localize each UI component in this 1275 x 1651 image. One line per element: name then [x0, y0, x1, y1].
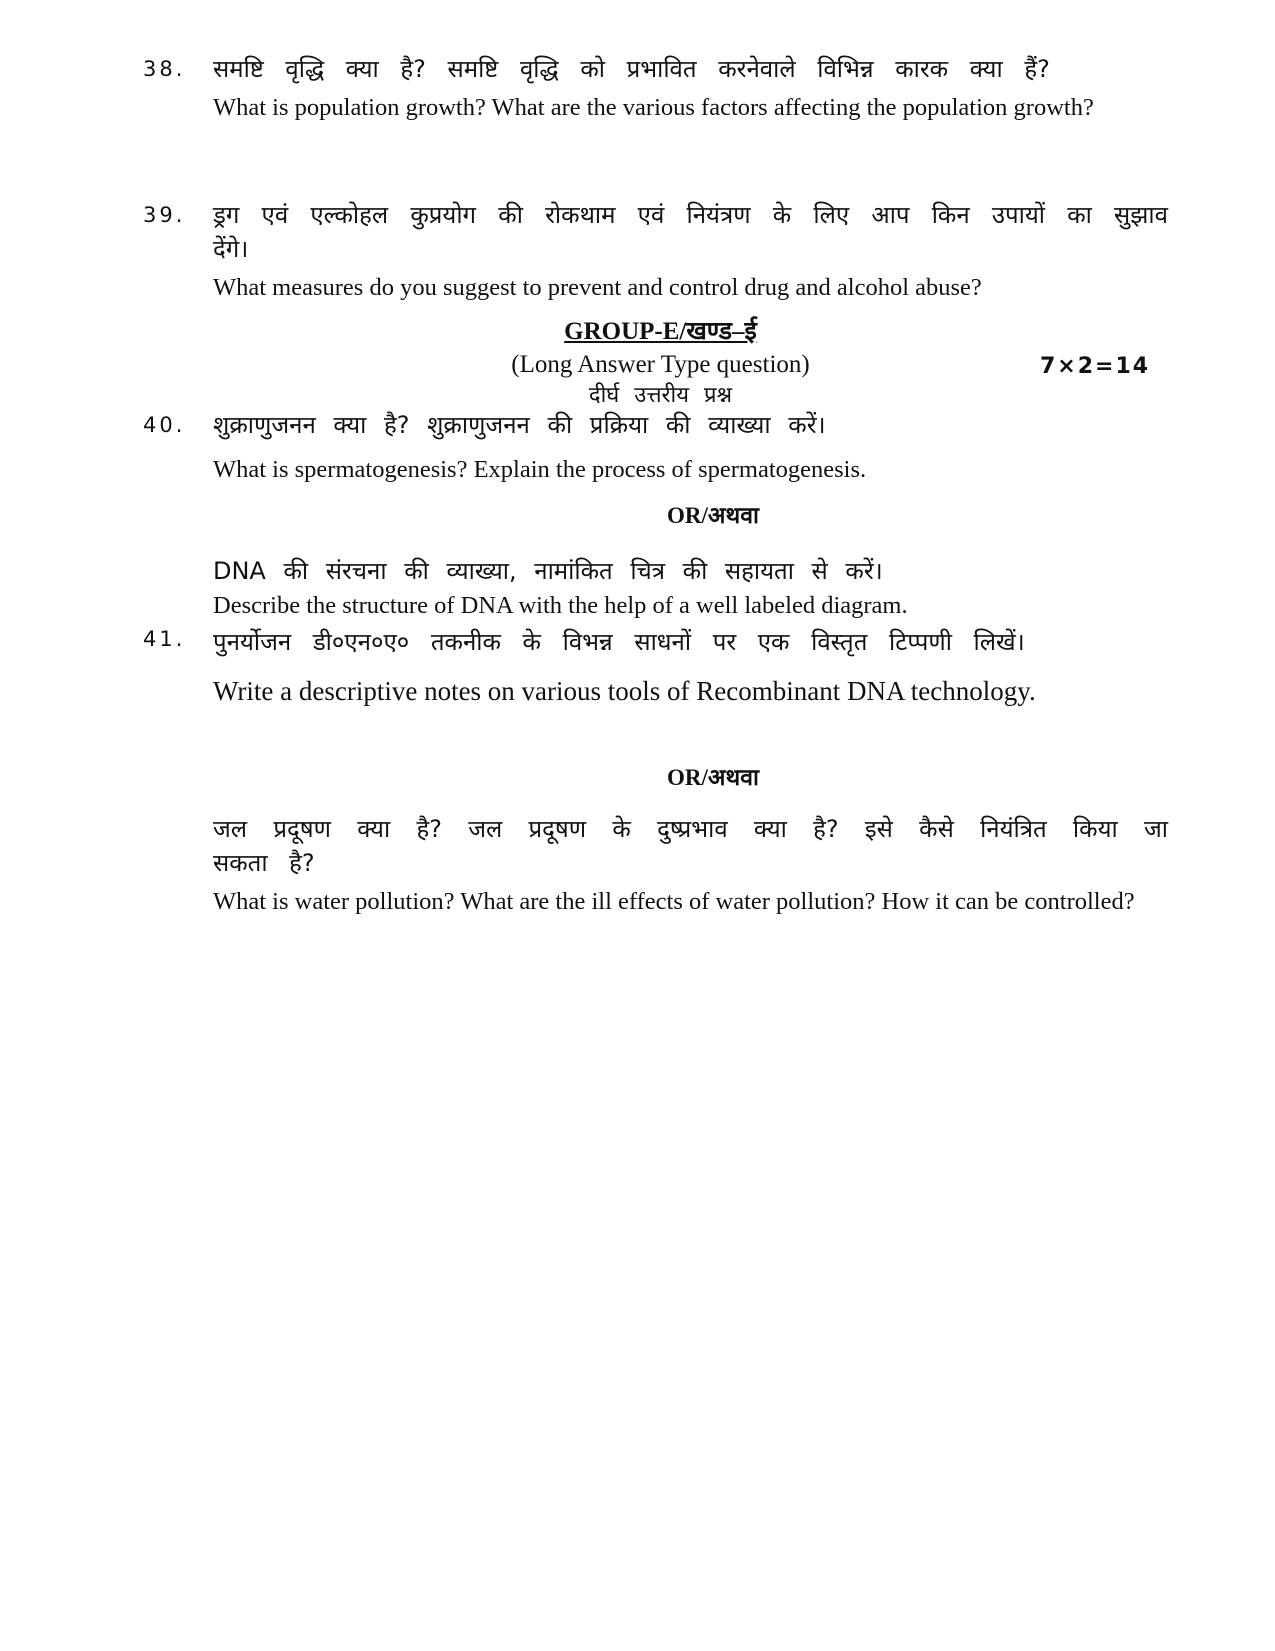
question-38 [143, 52, 1168, 125]
question-text-english: What is spermatogenesis? Explain the process of spermatogenesis. [213, 456, 867, 483]
alternate-question-41 [213, 812, 1168, 919]
question-41 [143, 622, 1168, 710]
section-subtitle-hindi: दीर्घ उत्तरीय प्रश्न [588, 383, 733, 408]
question-text-english: What measures do you suggest to prevent and control drug and alcohol abuse? [213, 274, 982, 301]
question-text-hindi: शुक्राणुजनन क्या है? शुक्राणुजनन की प्रक्रिया की व्याख्या करें। [213, 411, 826, 439]
or-divider: OR/अथवा [667, 503, 759, 528]
alternate-text-hindi: DNA की संरचना की व्याख्या, नामांकित चित्र की सहायता से करें। [213, 557, 883, 585]
alternate-text-english: Describe the structure of DNA with the help of a well labeled diagram. [213, 592, 908, 619]
alternate-text-hindi: जल प्रदूषण क्या है? जल प्रदूषण के दुष्प्रभाव क्या है? इसे कैसे नियंत्रित किया जा सकता है? [213, 815, 1168, 877]
question-39 [143, 198, 1168, 305]
question-number: 39. [143, 203, 186, 227]
question-40 [143, 408, 1168, 487]
question-text-english: Write a descriptive notes on various tools of Recombinant DNA technology. [213, 676, 1036, 706]
section-marks: 7×2=14 [1040, 354, 1151, 379]
question-text-english: What is population growth? What are the various factors affecting the population growth? [213, 94, 1094, 121]
question-number: 40. [143, 413, 186, 437]
question-text-hindi: ड्रग एवं एल्कोहल कुप्रयोग की रोकथाम एवं नियंत्रण के लिए आप किन उपायों का सुझाव देंगे। [213, 201, 1168, 263]
section-title: GROUP-E/खण्ड–ई [564, 318, 757, 345]
question-text-hindi: समष्टि वृद्धि क्या है? समष्टि वृद्धि को प्रभावित करनेवाले विभिन्न कारक क्या हैं? [213, 55, 1050, 83]
question-number: 38. [143, 57, 186, 81]
question-text-hindi: पुनर्योजन डी०एन०ए० तकनीक के विभन्न साधनों पर एक विस्तृत टिप्पणी लिखें। [213, 628, 1025, 656]
or-divider: OR/अथवा [667, 765, 759, 790]
question-number: 41. [143, 627, 186, 651]
alternate-question-40 [213, 554, 1168, 623]
section-header [213, 315, 1108, 411]
section-subtitle-english: (Long Answer Type question) [511, 351, 810, 378]
alternate-text-english: What is water pollution? What are the ill effects of water pollution? How it can be controlled? [213, 888, 1135, 915]
